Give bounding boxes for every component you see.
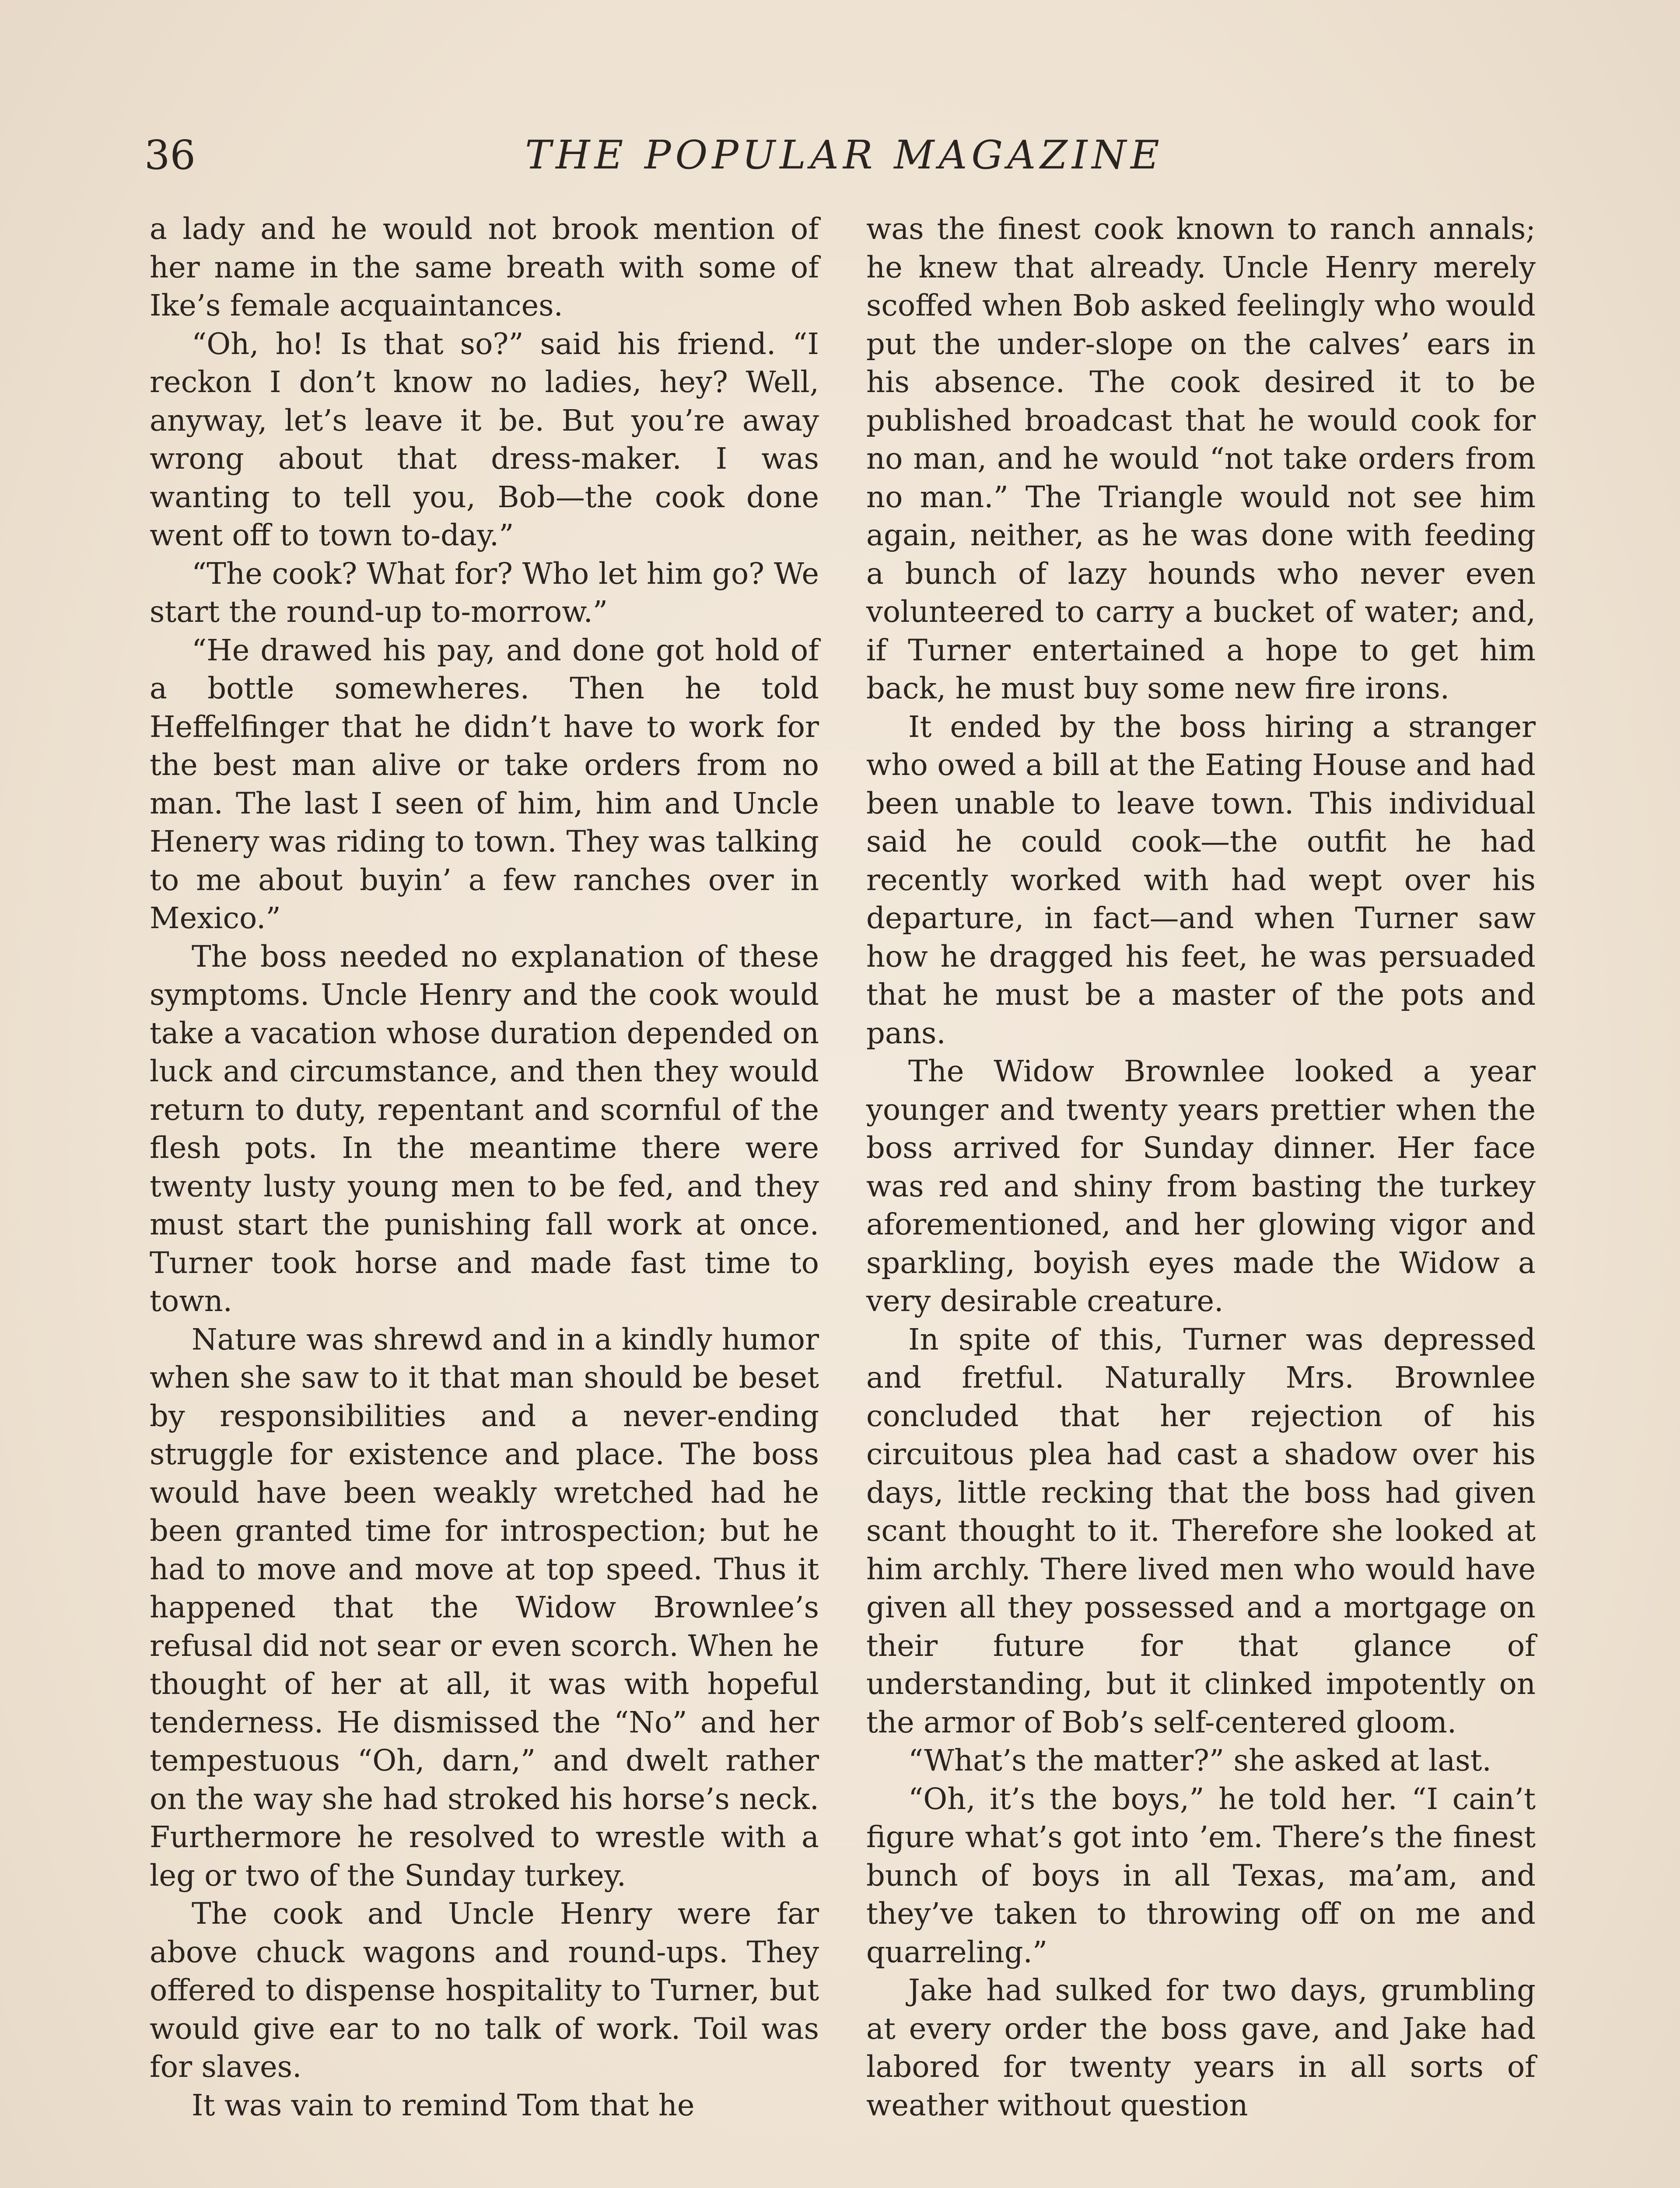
paragraph: a lady and he would not brook mention of her name in the same breath with some of Ike’s female acquaintances. (150, 212, 819, 323)
paragraph: The cook and Uncle Henry were far above chuck wagons and round-ups. They offered to dispense hospitality to Turner, but would give ear to no talk of work. Toil was for slaves. (150, 1897, 819, 2084)
paragraph: The Widow Brownlee looked a year younger and twenty years prettier when the boss arrived for Sunday dinner. Her face was red and shiny from basting the turkey aforementioned, and her glowing vigor and sparkling, boyish eyes made the Widow a very desirable creature. (866, 1054, 1536, 1318)
paragraph: “The cook? What for? Who let him go? We start the round-up to-morrow.” (150, 556, 819, 629)
paragraph: “Oh, ho! Is that so?” said his friend. “I reckon I don’t know no ladies, hey? Well, anyway, let’s leave it be. But you’re away wrong about that dress-maker. I was wanting to tell you, Bob—the cook done went off to town to-day.” (150, 326, 819, 552)
page-number: 36 (144, 132, 196, 179)
paragraph: was the finest cook known to ranch annals; he knew that already. Uncle Henry merely scoffed when Bob asked feelingly who would put the under-slope on the calves’ ears in his absence. The cook desired it to be published broadcast that he would cook for no man, and he would “not take orders from no man.” The Triangle would not see him again, neither, as he was done with feeding a bunch of lazy hounds who never even volunteered to carry a bucket of water; and, if Turner entertained a hope to get him back, he must buy some new fire irons. (866, 212, 1536, 705)
paragraph: The boss needed no explanation of these symptoms. Uncle Henry and the cook would take a vacation whose duration depended on luck and circumstance, and then they would return to duty, repentant and scornful of the flesh pots. In the meantime there were twenty lusty young men to be fed, and they must start the punishing fall work at once. Turner took horse and made fast time to town. (150, 939, 819, 1318)
paragraph: Nature was shrewd and in a kindly humor when she saw to it that man should be beset by responsibilities and a never-ending struggle for existence and place. The boss would have been weakly wretched had he been granted time for introspection; but he had to move and move at top speed. Thus it happened that the Widow Brownlee’s refusal did not sear or even scorch. When he thought of her at all, it was with hopeful tenderness. He dismissed the “No” and her tempestuous “Oh, darn,” and dwelt rather on the way she had stroked his horse’s neck. Furthermore he resolved to wrestle with a leg or two of the Sunday turkey. (150, 1322, 819, 1893)
text-column-left (150, 210, 819, 2125)
page-header (144, 127, 1544, 184)
paragraph: “What’s the matter?” she asked at last. (908, 1743, 1491, 1778)
running-head-title: THE POPULAR MAGAZINE (525, 132, 1164, 178)
paragraph: In spite of this, Turner was depressed and fretful. Naturally Mrs. Brownlee concluded that her rejection of his circuitous plea had cast a shadow over his days, little recking that the boss had given scant thought to it. Therefore she looked at him archly. There lived men who would have given all they possessed and a mortgage on their future for that glance of understanding, but it clinked impotently on the armor of Bob’s self-centered gloom. (866, 1322, 1536, 1739)
paragraph: Jake had sulked for two days, grumbling at every order the boss gave, and Jake had labored for twenty years in all sorts of weather without question (866, 1973, 1536, 2122)
paragraph: It was vain to remind Tom that he (192, 2088, 695, 2122)
paragraph: “Oh, it’s the boys,” he told her. “I cain’t figure what’s got into ’em. There’s the finest bunch of boys in all Texas, ma’am, and they’ve taken to throwing off on me and quarreling.” (866, 1781, 1536, 1969)
text-column-right (866, 210, 1536, 2125)
paragraph: It ended by the boss hiring a stranger who owed a bill at the Eating House and had been unable to leave town. This individual said he could cook—the outfit he had recently worked with had wept over his departure, in fact—and when Turner saw how he dragged his feet, he was persuaded that he must be a master of the pots and pans. (866, 709, 1536, 1050)
paragraph: “He drawed his pay, and done got hold of a bottle somewheres. Then he told Heffelfinger that he didn’t have to work for the best man alive or take orders from no man. The last I seen of him, him and Uncle Henery was riding to town. They was talking to me about buyin’ a few ranches over in Mexico.” (150, 633, 819, 935)
